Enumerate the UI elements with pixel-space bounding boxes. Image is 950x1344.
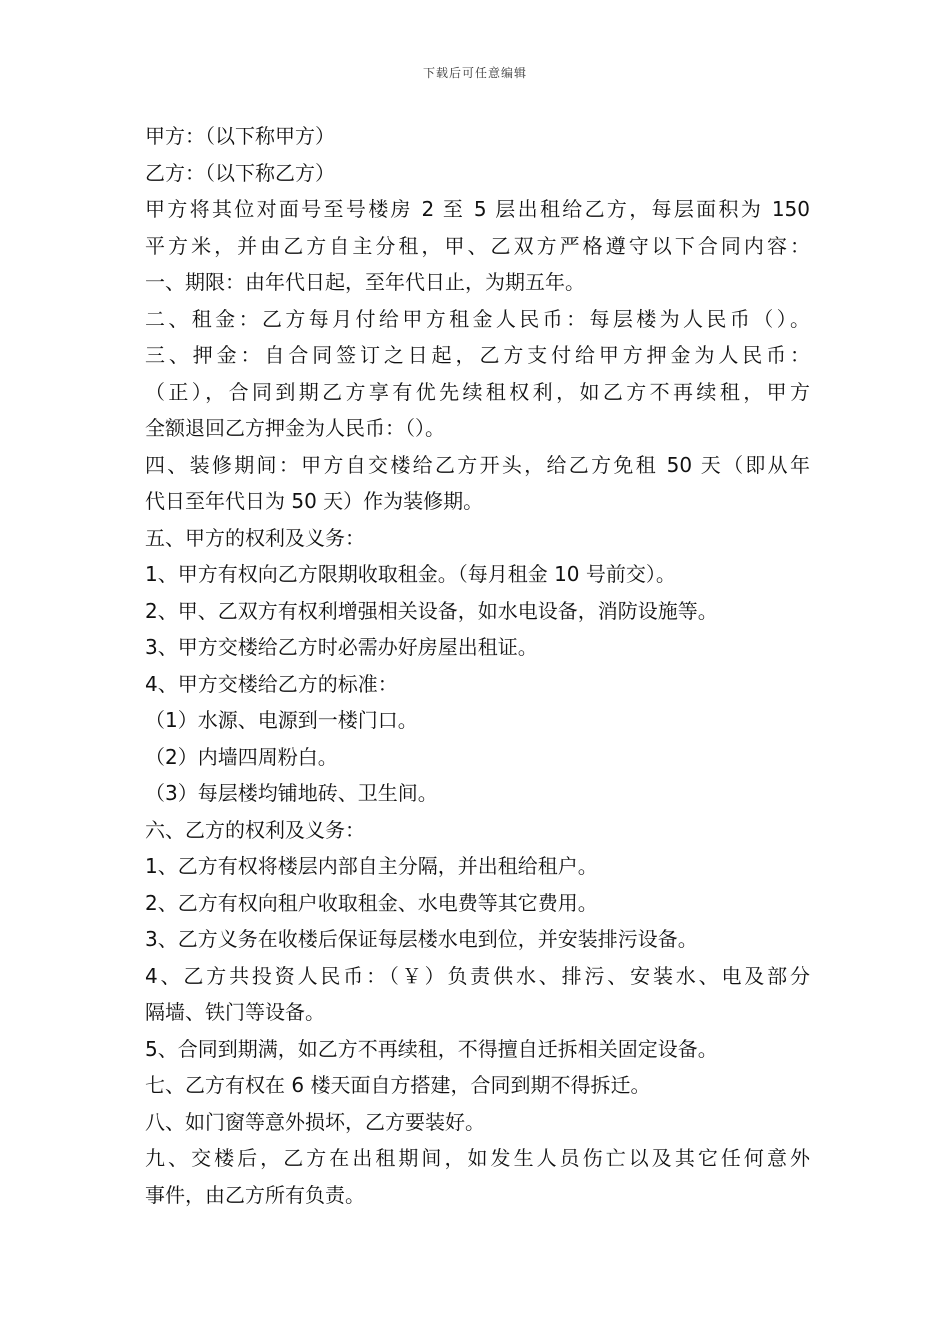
text-line: 九、交楼后，乙方在出租期间，如发生人员伤亡以及其它任何意外 [145,1146,810,1170]
text-line: 七、乙方有权在 6 楼天面自方搭建，合同到期不得拆迁。 [145,1073,651,1097]
text-line: （2）内墙四周粉白。 [145,744,338,769]
text-line: 三、押金：自合同签订之日起，乙方支付给甲方押金为人民币： [145,343,810,367]
contract-body [145,118,810,1213]
text-line: 1、乙方有权将楼层内部自主分隔，并出租给租户。 [145,854,598,878]
text-line: 2、甲、乙双方有权利增强相关设备，如水电设备，消防设施等。 [145,598,718,623]
text-line: 4、乙方共投资人民币：（￥）负责供水、排污、安装水、电及部分 [145,963,810,988]
text-line: （正），合同到期乙方享有优先续租权利，如乙方不再续租，甲方 [145,379,810,404]
text-line: 八、如门窗等意外损坏，乙方要装好。 [145,1109,485,1134]
text-line: 六、乙方的权利及义务： [145,817,365,842]
text-line: 2、乙方有权向租户收取租金、水电费等其它费用。 [145,890,598,915]
text-line: 代日至年代日为 50 天）作为装修期。 [145,489,484,513]
text-line: 五、甲方的权利及义务： [145,525,365,550]
text-line: 乙方：（以下称乙方） [145,160,335,185]
text-line: 5、合同到期满，如乙方不再续租，不得擅自迁拆相关固定设备。 [145,1036,718,1061]
text-line: （1）水源、电源到一楼门口。 [145,708,418,732]
text-line: 二、租金：乙方每月付给甲方租金人民币：每层楼为人民币（）。 [145,306,810,331]
text-line: 一、期限：由年代日起，至年代日止，为期五年。 [145,270,585,294]
text-line: 3、乙方义务在收楼后保证每层楼水电到位，并安装排污设备。 [145,927,698,951]
header-note: 下载后可任意编辑 [422,66,527,80]
text-line: 甲方：（以下称甲方） [145,124,335,148]
text-line: 平方米，并由乙方自主分租，甲、乙双方严格遵守以下合同内容： [145,233,810,258]
text-line: 事件，由乙方所有负责。 [145,1182,365,1207]
text-line: 四、装修期间：甲方自交楼给乙方开头，给乙方免租 50 天（即从年 [145,452,810,477]
text-line: 全额退回乙方押金为人民币：（）。 [145,416,445,440]
text-line: 隔墙、铁门等设备。 [145,1000,325,1024]
text-line: 4、甲方交楼给乙方的标准： [145,671,398,696]
text-line: 甲方将其位对面号至号楼房 2 至 5 层出租给乙方，每层面积为 150 [145,197,810,221]
text-line: 3、甲方交楼给乙方时必需办好房屋出租证。 [145,635,538,659]
text-line: （3）每层楼均铺地砖、卫生间。 [145,781,438,805]
text-line: 1、甲方有权向乙方限期收取租金。（每月租金 10 号前交）。 [145,562,676,586]
